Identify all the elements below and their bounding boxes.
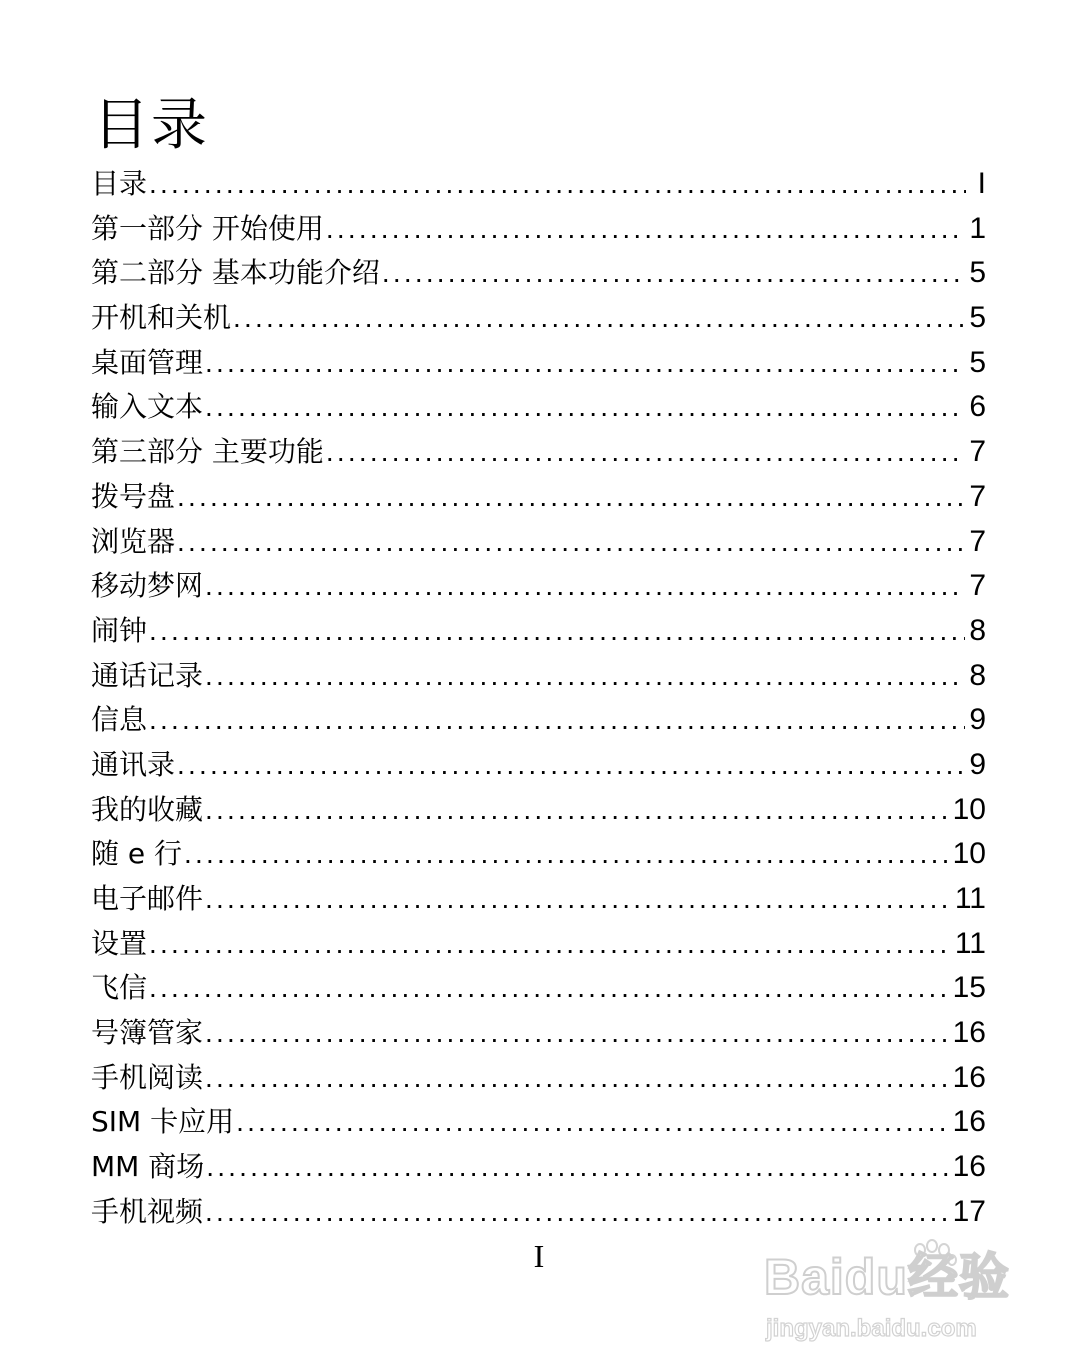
toc-entry[interactable] — [91, 1056, 986, 1101]
toc-leader-dots — [205, 877, 951, 921]
document-title: 目录 — [93, 93, 209, 158]
toc-leader-dots — [149, 609, 965, 653]
toc-entry-label: 第二部分 基本功能介绍 — [91, 256, 380, 290]
toc-entry[interactable] — [91, 743, 986, 788]
toc-leader-dots — [326, 430, 965, 474]
toc-entry-label: 飞信 — [91, 971, 148, 1005]
toc-leader-dots — [184, 832, 949, 876]
toc-entry-page: 15 — [952, 971, 986, 1005]
toc-entry-page: 16 — [952, 1105, 986, 1139]
toc-entry-page: 6 — [969, 390, 986, 424]
toc-leader-dots — [177, 475, 965, 519]
toc-entry[interactable] — [91, 698, 986, 743]
toc-leader-dots — [205, 1190, 949, 1234]
toc-entry-label: 手机视频 — [91, 1194, 204, 1228]
toc-leader-dots — [205, 341, 965, 385]
toc-entry-page: 5 — [969, 345, 986, 379]
toc-leader-dots — [205, 788, 949, 832]
toc-entry-label: SIM 卡应用 — [91, 1105, 235, 1139]
toc-entry[interactable] — [91, 609, 986, 654]
toc-entry[interactable] — [91, 296, 986, 341]
toc-entry[interactable] — [91, 922, 986, 967]
toc-entry-label: 随 e 行 — [91, 837, 183, 871]
toc-entry-label: 拨号盘 — [91, 479, 176, 513]
toc-entry[interactable] — [91, 1145, 986, 1190]
toc-entry-page: 7 — [969, 569, 986, 603]
toc-entry[interactable] — [91, 341, 986, 386]
toc-entry-page: 10 — [952, 837, 986, 871]
toc-leader-dots — [177, 520, 965, 564]
toc-entry-label: 设置 — [91, 926, 148, 960]
toc-leader-dots — [205, 564, 965, 608]
toc-entry-label: 我的收藏 — [91, 792, 204, 826]
toc-entry[interactable] — [91, 520, 986, 565]
watermark-url: jingyan.baidu.com — [766, 1315, 977, 1342]
toc-entry-label: 通话记录 — [91, 658, 204, 692]
toc-entry-label: 电子邮件 — [91, 882, 204, 915]
toc-entry[interactable] — [91, 1190, 986, 1235]
watermark-brand: Baidu经验 — [764, 1249, 1010, 1305]
toc-entry-label: 号簿管家 — [91, 1016, 204, 1050]
toc-entry-page: 1 — [969, 211, 986, 245]
toc-leader-dots — [149, 162, 966, 206]
toc-leader-dots — [149, 698, 965, 742]
toc-entry-page: I — [977, 167, 986, 200]
toc-entry-label: 手机阅读 — [91, 1060, 204, 1094]
toc-entry-page: 7 — [969, 479, 986, 513]
toc-entry[interactable] — [91, 788, 986, 833]
toc-entry[interactable] — [91, 654, 986, 699]
toc-entry-page: 10 — [952, 792, 986, 826]
toc-leader-dots — [149, 922, 951, 966]
toc-leader-dots — [233, 296, 965, 340]
toc-entry[interactable] — [91, 877, 986, 922]
toc-entry-page: 16 — [952, 1150, 986, 1184]
toc-leader-dots — [206, 1145, 948, 1189]
toc-entry-label: 桌面管理 — [91, 345, 204, 379]
toc-entry-label: 开机和关机 — [91, 301, 232, 335]
toc-entry-label: 目录 — [91, 167, 148, 200]
toc-entry-page: 11 — [954, 926, 986, 960]
toc-entry-page: 8 — [969, 658, 986, 692]
toc-entry-label: MM 商场 — [91, 1150, 205, 1184]
page-number: I — [533, 1238, 545, 1274]
toc-entry-page: 16 — [952, 1060, 986, 1094]
toc-leader-dots — [205, 654, 965, 698]
toc-entry-label: 信息 — [91, 703, 148, 737]
toc-leader-dots — [205, 1011, 949, 1055]
toc-leader-dots — [149, 966, 949, 1010]
toc-entry-page: 8 — [969, 613, 986, 647]
toc-entry-page: 5 — [969, 256, 986, 290]
toc-entry-page: 9 — [969, 747, 986, 781]
toc-entry[interactable] — [91, 207, 986, 252]
toc-entry-label: 移动梦网 — [91, 569, 204, 603]
toc-entry-page: 9 — [969, 703, 986, 737]
toc-entry-label: 第一部分 开始使用 — [91, 211, 324, 245]
toc-entry-label: 闹钟 — [91, 613, 148, 647]
toc-leader-dots — [177, 743, 965, 787]
toc-entry[interactable] — [91, 1011, 986, 1056]
toc-entry[interactable] — [91, 385, 986, 430]
toc-entry-page: 16 — [952, 1016, 986, 1050]
toc-entry-label: 第三部分 主要功能 — [91, 435, 324, 469]
toc-entry-page: 11 — [954, 882, 986, 915]
toc-leader-dots — [205, 385, 965, 429]
table-of-contents — [91, 162, 986, 1235]
toc-entry[interactable] — [91, 430, 986, 475]
toc-entry[interactable] — [91, 832, 986, 877]
toc-entry-page: 17 — [952, 1194, 986, 1228]
toc-entry-page: 7 — [969, 524, 986, 558]
toc-leader-dots — [205, 1056, 949, 1100]
toc-entry-label: 通讯录 — [91, 747, 176, 781]
toc-entry[interactable] — [91, 251, 986, 296]
toc-entry[interactable] — [91, 1100, 986, 1145]
toc-entry[interactable] — [91, 475, 986, 520]
toc-entry[interactable] — [91, 966, 986, 1011]
toc-entry-page: 7 — [969, 435, 986, 469]
toc-leader-dots — [236, 1100, 949, 1144]
toc-entry[interactable] — [91, 564, 986, 609]
toc-leader-dots — [326, 207, 965, 251]
toc-entry-page: 5 — [969, 301, 986, 335]
toc-leader-dots — [382, 251, 965, 295]
toc-entry[interactable] — [91, 162, 986, 207]
toc-entry-label: 输入文本 — [91, 390, 204, 424]
toc-entry-label: 浏览器 — [91, 524, 176, 558]
